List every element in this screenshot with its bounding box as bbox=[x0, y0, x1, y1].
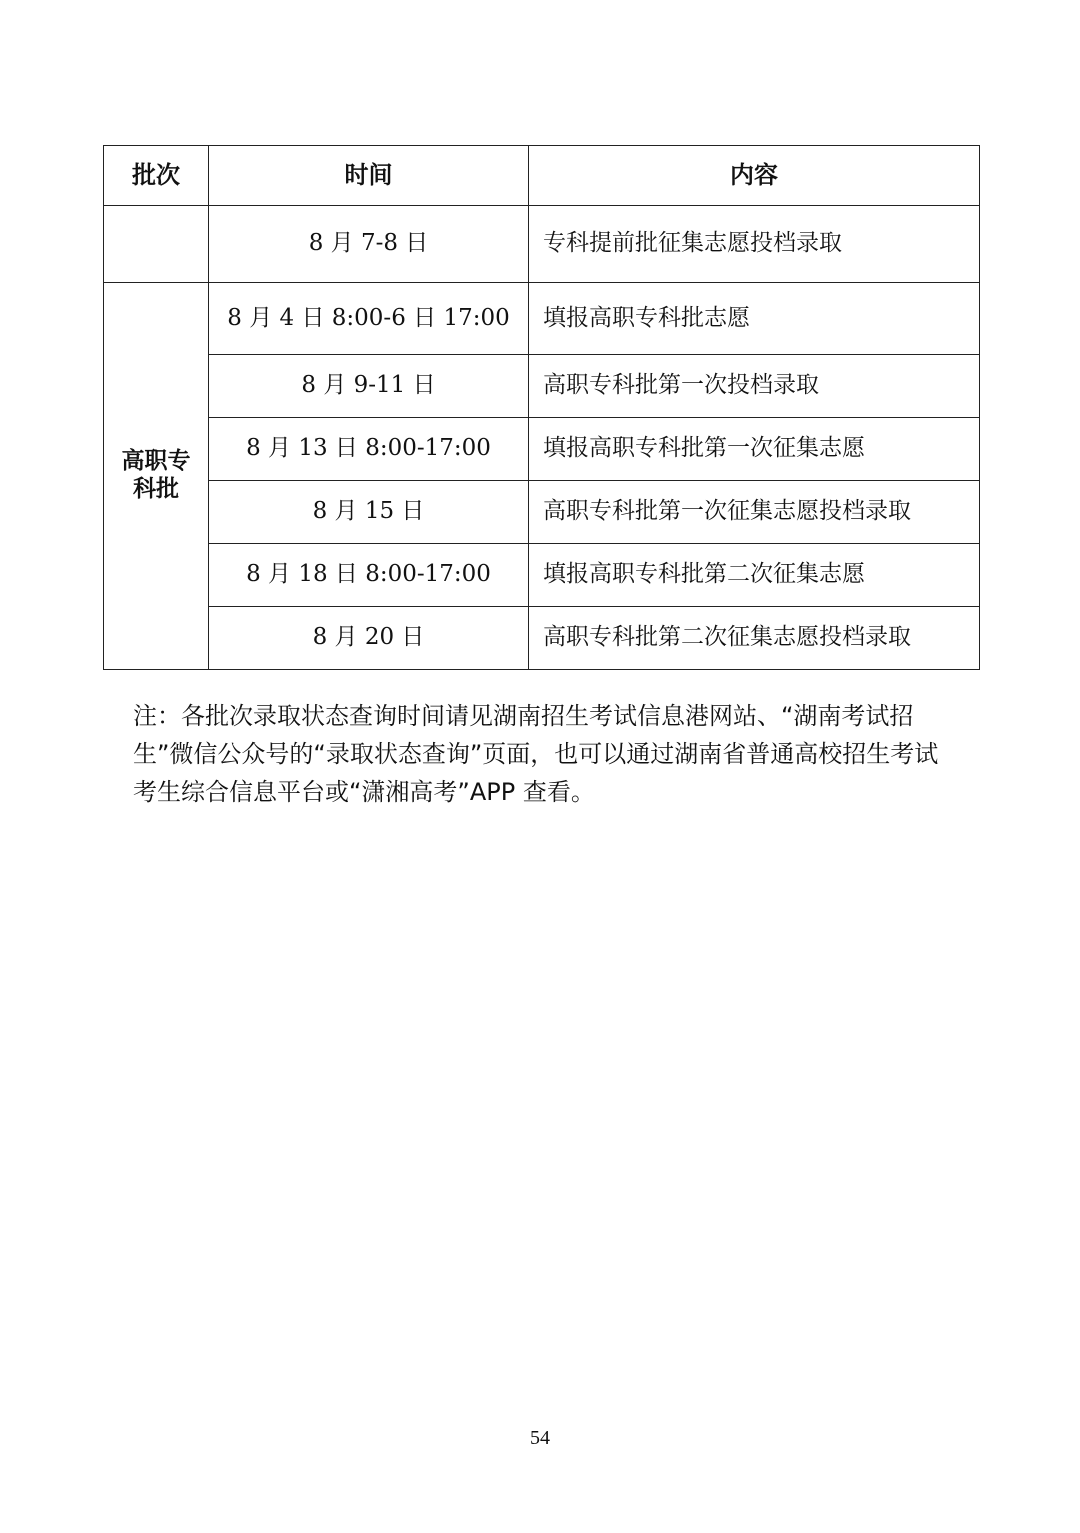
header-content: 内容 bbox=[529, 146, 980, 206]
row-content-cell: 填报高职专科批第二次征集志愿 bbox=[529, 544, 980, 607]
row-content-cell: 专科提前批征集志愿投档录取 bbox=[529, 206, 980, 283]
row-content-cell: 填报高职专科批志愿 bbox=[529, 283, 980, 355]
row-time-cell: 8 月 7-8 日 bbox=[209, 206, 529, 283]
admission-schedule-table bbox=[103, 145, 980, 670]
page-number: 54 bbox=[530, 1427, 550, 1449]
footnote: 注：各批次录取状态查询时间请见湖南招生考试信息港网站、“湖南考试招生”微信公众号的“录取状态查询”页面，也可以通过湖南省普通高校招生考试考生综合信息平台或“潇湘高考”APP 查看。 bbox=[133, 702, 939, 806]
header-time: 时间 bbox=[209, 146, 529, 206]
table-row bbox=[104, 418, 980, 481]
row-time-cell: 8 月 20 日 bbox=[209, 607, 529, 670]
row-content-cell: 高职专科批第一次投档录取 bbox=[529, 355, 980, 418]
table-row bbox=[104, 544, 980, 607]
table-row bbox=[104, 355, 980, 418]
batch-group-label bbox=[104, 283, 209, 670]
row-content-cell: 填报高职专科批第一次征集志愿 bbox=[529, 418, 980, 481]
batch-group-text: 高职专科批 bbox=[121, 448, 191, 502]
table-header-row bbox=[104, 146, 980, 206]
row-batch-cell bbox=[104, 206, 209, 283]
row-content-cell: 高职专科批第二次征集志愿投档录取 bbox=[529, 607, 980, 670]
row-content-cell: 高职专科批第一次征集志愿投档录取 bbox=[529, 481, 980, 544]
header-batch: 批次 bbox=[104, 146, 209, 206]
row-time-cell: 8 月 4 日 8:00-6 日 17:00 bbox=[209, 283, 529, 355]
table-row bbox=[104, 206, 980, 283]
row-time-cell: 8 月 15 日 bbox=[209, 481, 529, 544]
row-time-cell: 8 月 9-11 日 bbox=[209, 355, 529, 418]
table-row bbox=[104, 481, 980, 544]
table-row bbox=[104, 607, 980, 670]
table-row bbox=[104, 283, 980, 355]
row-time-cell: 8 月 13 日 8:00-17:00 bbox=[209, 418, 529, 481]
row-time-cell: 8 月 18 日 8:00-17:00 bbox=[209, 544, 529, 607]
